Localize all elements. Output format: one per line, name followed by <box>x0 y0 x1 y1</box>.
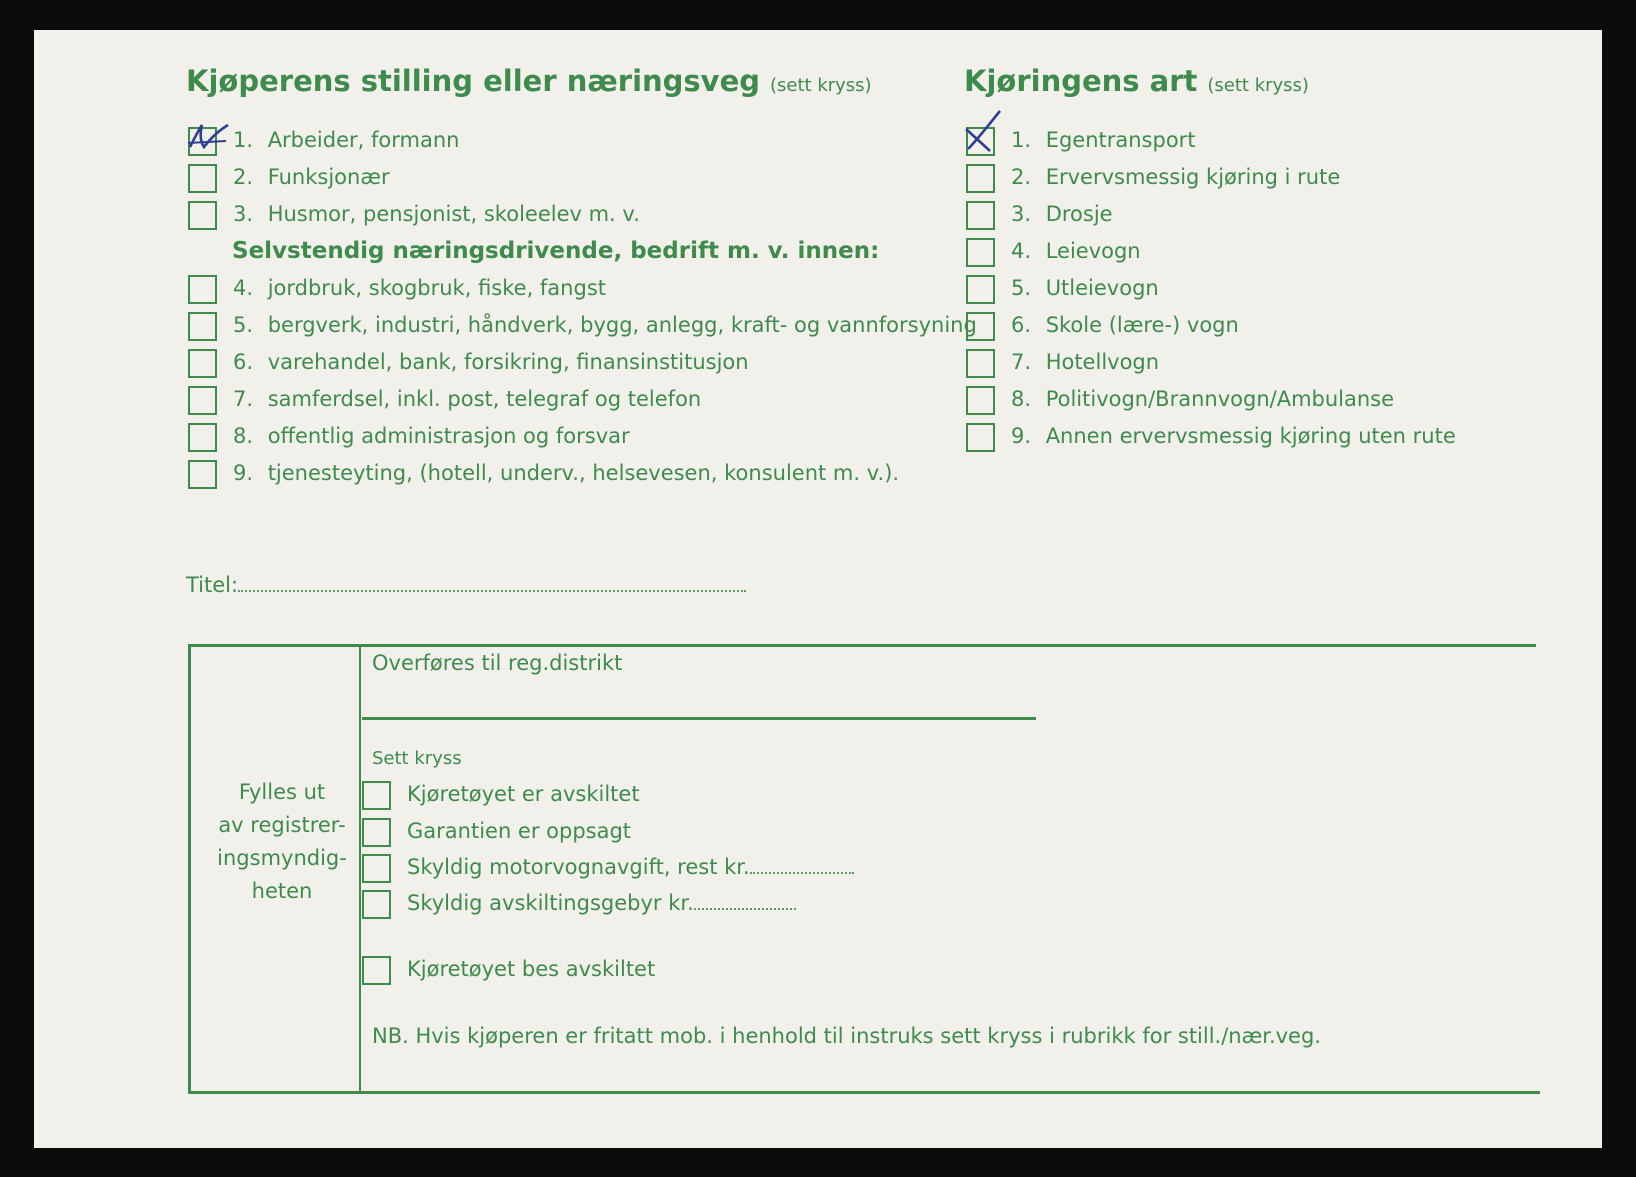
checkbox-samferdsel[interactable] <box>188 386 217 415</box>
left-item-number: 9. <box>233 461 254 485</box>
registry-check-label: Garantien er oppsagt <box>407 819 632 843</box>
checkbox-avskiltingsgebyr[interactable] <box>362 890 391 919</box>
right-item-label: Ervervsmessig kjøring i rute <box>1045 165 1341 189</box>
side-label-line: ingsmyndig- <box>217 846 347 870</box>
right-item-number: 4. <box>1011 239 1032 263</box>
box-top-border <box>188 644 1536 647</box>
left-item-number: 2. <box>233 165 254 189</box>
right-item-3[interactable] <box>966 199 1113 229</box>
left-item-label: samferdsel, inkl. post, telegraf og telefon <box>267 387 702 411</box>
left-item-number: 4. <box>233 276 254 300</box>
left-section-title <box>186 64 872 98</box>
right-item-7[interactable] <box>966 347 1159 377</box>
right-item-number: 8. <box>1011 387 1032 411</box>
left-item-3[interactable] <box>188 199 640 229</box>
checkbox-bes-avskiltet[interactable] <box>362 956 391 985</box>
left-item-number: 8. <box>233 424 254 448</box>
checkbox-annen-kjoring[interactable] <box>966 423 995 452</box>
right-item-label: Utleievogn <box>1045 276 1159 300</box>
right-item-label: Leievogn <box>1045 239 1141 263</box>
right-item-4[interactable] <box>966 236 1141 266</box>
titel-dotted-line[interactable] <box>238 574 746 592</box>
checkbox-tjenesteyting[interactable] <box>188 460 217 489</box>
titel-field[interactable] <box>186 570 746 600</box>
left-item-7[interactable] <box>188 384 701 414</box>
registry-note: NB. Hvis kjøperen er fritatt mob. i henhold til instruks sett kryss i rubrikk for still./nær.veg. <box>372 1024 1321 1048</box>
registry-check-3[interactable] <box>362 852 854 882</box>
checkbox-arbeider[interactable] <box>188 127 217 156</box>
side-label-line: av registrer- <box>218 813 346 837</box>
left-item-label: Husmor, pensjonist, skoleelev m. v. <box>267 202 640 226</box>
right-item-label: Skole (lære-) vogn <box>1045 313 1239 337</box>
registry-check-label: Skyldig motorvognavgift, rest kr. <box>407 855 750 879</box>
transfer-input-line[interactable] <box>362 717 1036 720</box>
left-item-label: jordbruk, skogbruk, fiske, fangst <box>267 276 606 300</box>
checkbox-varehandel[interactable] <box>188 349 217 378</box>
left-item-9[interactable] <box>188 458 899 488</box>
registry-check-1[interactable] <box>362 779 640 809</box>
left-item-4[interactable] <box>188 273 606 303</box>
motorvognavgift-amount-line[interactable] <box>750 856 854 874</box>
registry-check-label: Kjøretøyet er avskiltet <box>407 782 640 806</box>
right-item-6[interactable] <box>966 310 1239 340</box>
avskiltingsgebyr-amount-line[interactable] <box>694 892 796 910</box>
checkbox-offentlig[interactable] <box>188 423 217 452</box>
left-item-1[interactable] <box>188 125 459 155</box>
right-item-label: Drosje <box>1045 202 1113 226</box>
pen-check-mark-icon <box>186 117 230 159</box>
right-item-label: Hotellvogn <box>1045 350 1160 374</box>
titel-label: Titel: <box>186 573 239 597</box>
right-item-number: 1. <box>1011 128 1032 152</box>
left-title-hint: (sett kryss) <box>770 75 872 96</box>
left-item-label: offentlig administrasjon og forsvar <box>267 424 630 448</box>
registry-check-5[interactable] <box>362 954 655 984</box>
checkbox-jordbruk[interactable] <box>188 275 217 304</box>
right-item-9[interactable] <box>966 421 1456 451</box>
checkbox-leievogn[interactable] <box>966 238 995 267</box>
checkbox-hotellvogn[interactable] <box>966 349 995 378</box>
left-item-number: 3. <box>233 202 254 226</box>
left-item-label: Funksjonær <box>267 165 390 189</box>
registry-side-label <box>182 776 382 908</box>
left-subheading: Selvstendig næringsdrivende, bedrift m. v. innen: <box>232 238 880 264</box>
registry-check-label: Kjøretøyet bes avskiltet <box>407 957 656 981</box>
checkbox-skolevogn[interactable] <box>966 312 995 341</box>
left-item-6[interactable] <box>188 347 749 377</box>
right-item-5[interactable] <box>966 273 1159 303</box>
checkbox-egentransport[interactable] <box>966 127 995 156</box>
left-item-number: 5. <box>233 313 254 337</box>
right-item-label: Egentransport <box>1045 128 1196 152</box>
box-bottom-border <box>190 1091 1540 1094</box>
right-item-label: Annen ervervsmessig kjøring uten rute <box>1045 424 1456 448</box>
checkbox-utleievogn[interactable] <box>966 275 995 304</box>
cross-hint: Sett kryss <box>372 748 462 769</box>
checkbox-politivogn[interactable] <box>966 386 995 415</box>
left-item-number: 6. <box>233 350 254 374</box>
right-item-number: 3. <box>1011 202 1032 226</box>
left-item-5[interactable] <box>188 310 977 340</box>
left-title-text: Kjøperens stilling eller næringsveg <box>186 64 761 98</box>
checkbox-ervervsmessig-rute[interactable] <box>966 164 995 193</box>
right-section-title <box>964 64 1309 98</box>
checkbox-motorvognavgift[interactable] <box>362 854 391 883</box>
left-item-number: 7. <box>233 387 254 411</box>
left-item-8[interactable] <box>188 421 630 451</box>
right-item-number: 7. <box>1011 350 1032 374</box>
registry-check-4[interactable] <box>362 888 796 918</box>
left-item-label: tjenesteyting, (hotell, underv., helsevesen, konsulent m. v.). <box>267 461 900 485</box>
checkbox-drosje[interactable] <box>966 201 995 230</box>
right-title-text: Kjøringens art <box>964 64 1198 98</box>
checkbox-bergverk[interactable] <box>188 312 217 341</box>
checkbox-husmor[interactable] <box>188 201 217 230</box>
checkbox-garanti-oppsagt[interactable] <box>362 818 391 847</box>
transfer-label: Overføres til reg.distrikt <box>372 651 623 675</box>
right-item-2[interactable] <box>966 162 1340 192</box>
right-item-number: 5. <box>1011 276 1032 300</box>
side-label-line: heten <box>251 879 313 903</box>
pen-cross-mark-icon <box>960 109 1010 155</box>
right-item-label: Politivogn/Brannvogn/Ambulanse <box>1045 387 1395 411</box>
checkbox-avskiltet[interactable] <box>362 781 391 810</box>
side-label-line: Fylles ut <box>238 780 326 804</box>
left-item-2[interactable] <box>188 162 390 192</box>
checkbox-funksjonaer[interactable] <box>188 164 217 193</box>
right-item-number: 2. <box>1011 165 1032 189</box>
left-item-label: varehandel, bank, forsikring, finansinstitusjon <box>267 350 749 374</box>
left-item-label: bergverk, industri, håndverk, bygg, anlegg, kraft- og vannforsyning <box>267 313 977 337</box>
right-title-hint: (sett kryss) <box>1207 75 1309 96</box>
left-item-number: 1. <box>233 128 254 152</box>
registry-check-2[interactable] <box>362 816 631 846</box>
right-item-8[interactable] <box>966 384 1394 414</box>
right-item-1[interactable] <box>966 125 1196 155</box>
right-item-number: 6. <box>1011 313 1032 337</box>
registry-check-label: Skyldig avskiltingsgebyr kr. <box>407 891 694 915</box>
left-item-label: Arbeider, formann <box>267 128 460 152</box>
right-item-number: 9. <box>1011 424 1032 448</box>
